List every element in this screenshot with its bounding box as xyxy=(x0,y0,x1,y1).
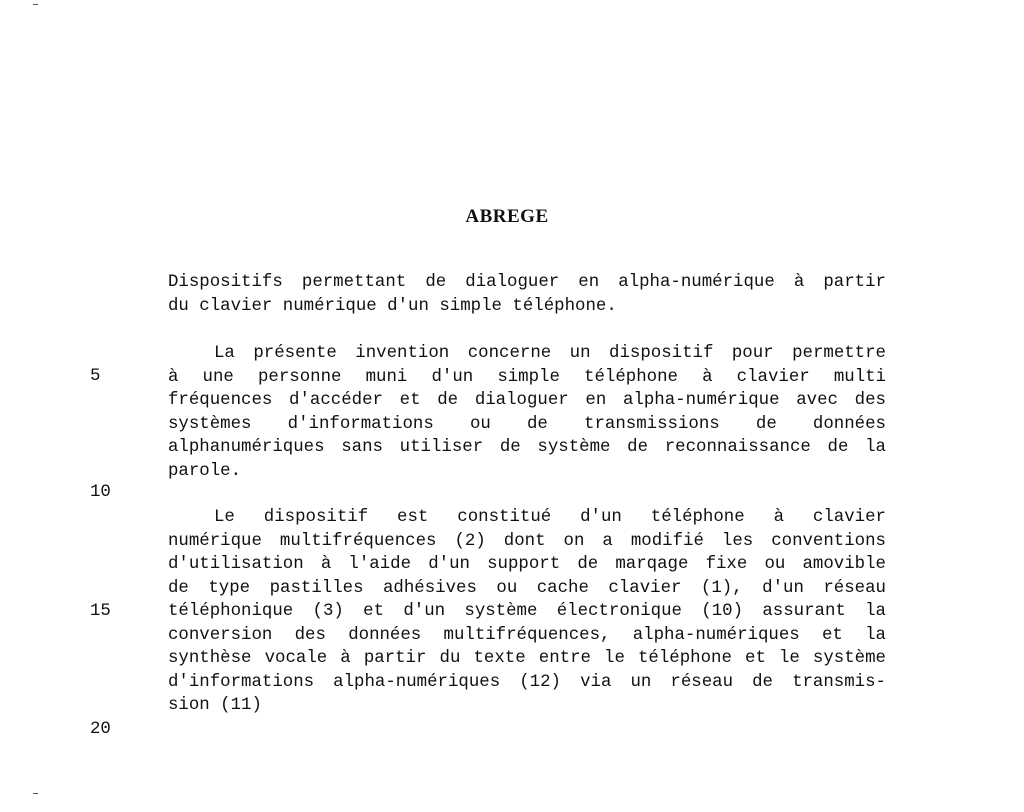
text-line: systèmes d'informations ou de transmissions de données xyxy=(168,414,886,434)
text-line: de type pastilles adhésives ou cache clavier (1), d'un réseau xyxy=(168,578,886,598)
text-line: Le dispositif est constitué d'un téléphone à clavier xyxy=(214,508,886,527)
text-line: Dispositifs permettant de dialoguer en alpha-numérique à partir xyxy=(168,273,886,292)
summary-paragraph xyxy=(168,271,886,318)
text-line: conversion des données multifréquences, alpha-numériques et la xyxy=(168,625,886,645)
text-line: du clavier numérique d'un simple téléphone. xyxy=(168,296,617,316)
line-number: 10 xyxy=(90,483,111,502)
document-title: ABREGE xyxy=(465,206,549,227)
line-number: 15 xyxy=(90,602,111,621)
text-line: synthèse vocale à partir du texte entre le téléphone et le système xyxy=(168,649,886,668)
line-number: 20 xyxy=(90,720,111,739)
text-line: d'utilisation à l'aide d'un support de marqage fixe ou amovible xyxy=(168,555,886,574)
text-line: La présente invention concerne un dispositif pour permettre xyxy=(214,344,886,363)
scan-mark xyxy=(33,4,38,5)
text-line: à une personne muni d'un simple téléphone à clavier multi xyxy=(168,367,886,387)
paragraph-2 xyxy=(168,506,886,718)
text-line: sion (11) xyxy=(168,696,262,715)
text-line: numérique multifréquences (2) dont on a modifié les conventions xyxy=(168,531,886,551)
text-line: téléphonique (3) et d'un système électronique (10) assurant la xyxy=(168,602,886,621)
line-number: 5 xyxy=(90,367,101,386)
paragraph-1 xyxy=(168,342,886,483)
text-line: fréquences d'accéder et de dialoguer en alpha-numérique avec des xyxy=(168,391,886,410)
text-line: d'informations alpha-numériques (12) via un réseau de transmis- xyxy=(168,672,886,692)
text-line: parole. xyxy=(168,461,242,481)
text-line: alphanumériques sans utiliser de système de reconnaissance de la xyxy=(168,438,886,457)
scan-mark xyxy=(33,793,38,794)
